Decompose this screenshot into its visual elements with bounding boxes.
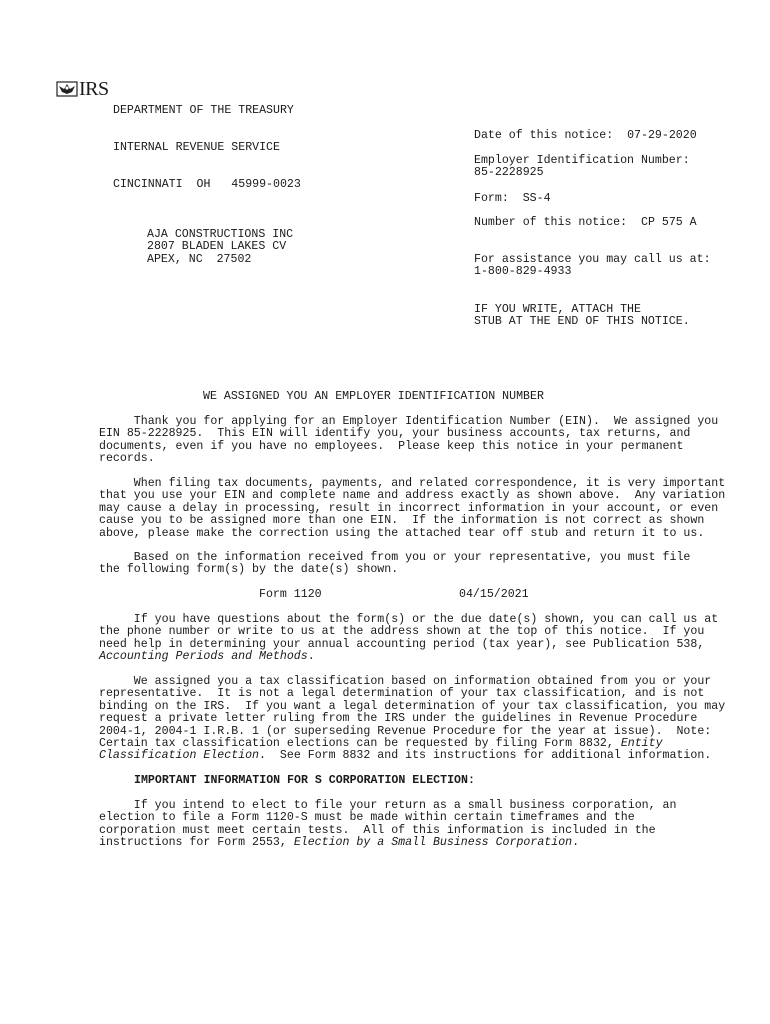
- attach-line: IF YOU WRITE, ATTACH THE: [474, 303, 641, 316]
- paragraph-forms-due: [99, 552, 719, 577]
- text-line: Thank you for applying for an Employer Identification Number (EIN). We assigned you: [99, 415, 719, 428]
- text-line: need help in determining your annual accounting period (tax year), see Publication 538,: [99, 637, 705, 651]
- paragraph-questions: [99, 614, 719, 664]
- text-line: [99, 750, 719, 762]
- text-line: If you intend to elect to file your return as a small business corporation, an: [99, 799, 677, 812]
- publication-title: Accounting Periods and Methods: [99, 650, 308, 664]
- text-line: EIN 85-2228925. This EIN will identify you, your business accounts, tax returns, and: [99, 427, 691, 441]
- text-fragment: instructions for Form 2553,: [99, 836, 294, 850]
- notice-number-value: CP 575 A: [640, 216, 697, 229]
- text-line: request a private letter ruling from the IRS under the guidelines in Revenue Procedure: [99, 712, 698, 726]
- text-line: the following form(s) by the date(s) shown.: [99, 563, 399, 577]
- date-label: Date of this notice:: [474, 129, 614, 142]
- text-line: the phone number or write to us at the address shown at the top of this notice. If you: [99, 625, 705, 639]
- s-corp-heading: IMPORTANT INFORMATION FOR S CORPORATION ELECTION:: [134, 774, 475, 787]
- text-line: [99, 837, 719, 849]
- text-line: that you use your EIN and complete name and address exactly as shown above. Any variation: [99, 489, 726, 503]
- text-line: 2004-1, 2004-1 I.R.B. 1 (or superseding Revenue Procedure for the year at issue). Note:: [99, 724, 712, 738]
- paragraph-s-corp: [99, 800, 719, 850]
- recipient-line: 2807 BLADEN LAKES CV: [147, 240, 287, 253]
- agency-line: INTERNAL REVENUE SERVICE: [113, 141, 280, 155]
- assistance-phone: 1-800-829-4933: [474, 265, 572, 278]
- ein-value: 85-2228925: [474, 166, 544, 179]
- text-line: election to file a Form 1120-S must be made within certain timeframes and the: [99, 811, 635, 825]
- form-title: Election by a Small Business Corporation: [293, 836, 573, 850]
- date-value: 07-29-2020: [627, 129, 697, 142]
- form-label: Form:: [474, 192, 509, 205]
- text-line: When filing tax documents, payments, and related correspondence, it is very important: [99, 477, 726, 490]
- attach-line: STUB AT THE END OF THIS NOTICE.: [474, 315, 690, 328]
- agency-line: CINCINNATI OH 45999-0023: [113, 178, 301, 192]
- form-info: [474, 193, 551, 205]
- recipient-line: APEX, NC 27502: [147, 253, 252, 266]
- text-fragment: .: [307, 650, 315, 664]
- page-title: WE ASSIGNED YOU AN EMPLOYER IDENTIFICATION NUMBER: [203, 390, 544, 403]
- text-line: cause you to be assigned more than one EIN. If the information is not correct as shown: [99, 514, 705, 528]
- text-line: records.: [99, 452, 155, 466]
- agency-line: DEPARTMENT OF THE TREASURY: [113, 103, 294, 117]
- text-line: [99, 651, 719, 663]
- text-fragment: .: [572, 836, 580, 850]
- paragraph-ein-assigned: [99, 416, 719, 466]
- text-line: If you have questions about the form(s) or the due date(s) shown, you can call us at: [99, 613, 719, 626]
- text-line: corporation must meet certain tests. All of this information is included in the: [99, 823, 656, 837]
- recipient-line: AJA CONSTRUCTIONS INC: [147, 228, 294, 241]
- ein-label: Employer Identification Number:: [474, 154, 690, 167]
- form-value: SS-4: [522, 192, 551, 205]
- form-title: Entity: [620, 737, 663, 751]
- text-fragment: . See Form 8832 and its instructions for additional information.: [259, 749, 712, 763]
- notice-number-label: Number of this notice:: [474, 216, 628, 229]
- irs-eagle-icon: [56, 80, 78, 98]
- notice-number: [474, 217, 697, 229]
- text-line: representative. It is not a legal determination of your tax classification, and is not: [99, 687, 705, 701]
- text-line: We assigned you a tax classification based on information obtained from you or your: [99, 675, 712, 688]
- text-line: Based on the information received from you or your representative, you must file: [99, 551, 691, 564]
- text-line: may cause a delay in processing, result in incorrect information in your account, or even: [99, 501, 719, 515]
- text-line: above, please make the correction using the attached tear off stub and return it to us.: [99, 526, 705, 540]
- paragraph-classification: [99, 675, 726, 763]
- text-fragment: Certain tax classification elections can be requested by filing Form 8832,: [99, 737, 621, 751]
- irs-logo: [56, 80, 109, 98]
- irs-logo-text: IRS: [79, 78, 109, 100]
- agency-address: [113, 80, 301, 204]
- text-line: documents, even if you have no employees. Please keep this notice in your permanent: [99, 439, 684, 453]
- notice-date: [474, 130, 697, 142]
- form-title: Classification Election: [99, 749, 260, 763]
- assistance-label: For assistance you may call us at:: [474, 253, 711, 266]
- due-form: Form 1120: [259, 588, 322, 601]
- due-date: 04/15/2021: [459, 588, 529, 601]
- paragraph-filing: [99, 477, 726, 540]
- text-line: binding on the IRS. If you want a legal determination of your tax classification, you may: [99, 699, 726, 713]
